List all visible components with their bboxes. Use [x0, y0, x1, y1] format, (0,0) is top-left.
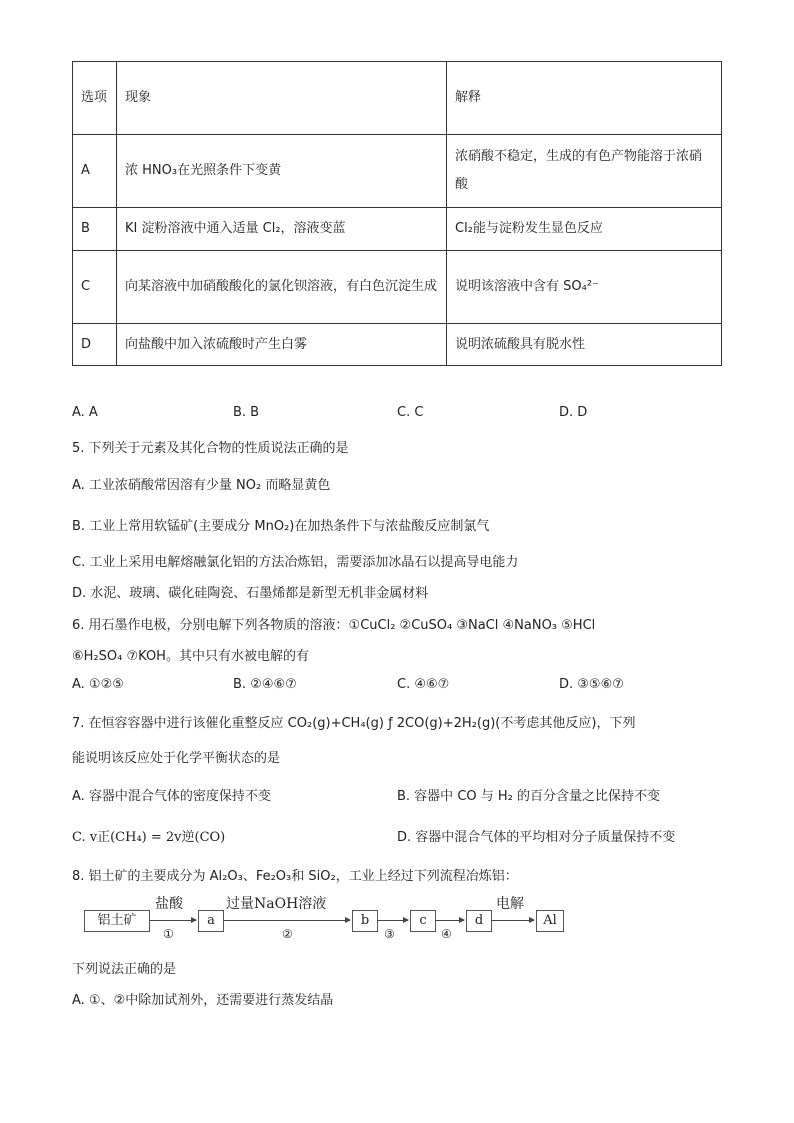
q6-stem-line2: ⑥H₂SO₄ ⑦KOH。其中只有水被电解的有: [72, 649, 309, 664]
q5-option-b[interactable]: B. 工业上常用软锰矿(主要成分 MnO₂)在加热条件下与浓盐酸反应制氯气: [72, 519, 490, 534]
flow-box-d: d: [466, 910, 492, 932]
q6-option-b[interactable]: B. ②④⑥⑦: [233, 677, 297, 692]
q6-option-a[interactable]: A. ①②⑤: [72, 677, 124, 692]
flow-step-3: ③: [384, 927, 395, 941]
flow-end-box: Al: [536, 910, 564, 932]
row-option: B: [73, 208, 117, 251]
table-row: [73, 135, 722, 208]
flow-step-4: ④: [441, 927, 452, 941]
header-explanation: 解释: [447, 62, 722, 135]
arrow-icon: [436, 920, 464, 921]
flow-reagent-5: 电解: [496, 896, 524, 912]
arrow-icon: [224, 920, 350, 921]
row-option: C: [73, 251, 117, 324]
arrow-icon: [150, 920, 196, 921]
q4-option-c[interactable]: C. C: [397, 405, 424, 420]
q8-option-a[interactable]: A. ①、②中除加试剂外，还需要进行蒸发结晶: [72, 993, 334, 1008]
row-explanation: 说明浓硫酸具有脱水性: [447, 324, 722, 366]
row-explanation: 说明该溶液中含有 SO₄²⁻: [447, 251, 722, 324]
q8-stem: 8. 铝土矿的主要成分为 Al₂O₃、Fe₂O₃和 SiO₂，工业上经过下列流程冶炼铝：: [72, 869, 518, 884]
q6-option-d[interactable]: D. ③⑤⑥⑦: [559, 677, 624, 692]
q4-option-b[interactable]: B. B: [233, 405, 260, 420]
header-option: 选项: [73, 62, 117, 135]
table-row: [73, 251, 722, 324]
process-flow-diagram: [84, 896, 564, 942]
q5-stem: 5. 下列关于元素及其化合物的性质说法正确的是: [72, 441, 349, 456]
arrow-icon: [492, 920, 534, 921]
flow-reagent-1: 盐酸: [155, 896, 183, 912]
row-phenomenon: 向某溶液中加硝酸酸化的氯化钡溶液，有白色沉淀生成: [117, 251, 447, 324]
row-phenomenon: 浓 HNO₃在光照条件下变黄: [117, 135, 447, 208]
header-phenomenon: 现象: [117, 62, 447, 135]
q7-option-c[interactable]: C. v正(CH₄) = 2v逆(CO): [72, 830, 226, 845]
q4-option-d[interactable]: D. D: [559, 405, 588, 420]
q5-option-a[interactable]: A. 工业浓硝酸常因溶有少量 NO₂ 而略显黄色: [72, 478, 331, 493]
q7-stem-line2: 能说明该反应处于化学平衡状态的是: [72, 751, 281, 766]
row-explanation: Cl₂能与淀粉发生显色反应: [447, 208, 722, 251]
q6-stem-line1: 6. 用石墨作电极，分别电解下列各物质的溶液：①CuCl₂ ②CuSO₄ ③NaCl ④NaNO₃ ⑤HCl: [72, 618, 596, 633]
q7-stem-line1: 7. 在恒容容器中进行该催化重整反应 CO₂(g)+CH₄(g) ƒ 2CO(g)+2H₂(g)(不考虑其他反应)，下列: [72, 716, 636, 731]
table-header-row: [73, 62, 722, 135]
q7-option-d[interactable]: D. 容器中混合气体的平均相对分子质量保持不变: [397, 830, 676, 845]
row-option: D: [73, 324, 117, 366]
q4-option-a[interactable]: A. A: [72, 405, 98, 420]
row-explanation: 浓硝酸不稳定，生成的有色产物能溶于浓硝酸: [447, 135, 722, 208]
table-row: [73, 208, 722, 251]
table-row: [73, 324, 722, 366]
flow-reagent-2: 过量NaOH溶液: [226, 896, 327, 912]
flow-box-c: c: [410, 910, 436, 932]
row-phenomenon: KI 淀粉溶液中通入适量 Cl₂，溶液变蓝: [117, 208, 447, 251]
q7-option-a[interactable]: A. 容器中混合气体的密度保持不变: [72, 789, 271, 804]
flow-start-box: 铝土矿: [84, 910, 150, 932]
flow-step-1: ①: [163, 927, 174, 941]
q6-option-c[interactable]: C. ④⑥⑦: [397, 677, 450, 692]
question-table: [72, 61, 722, 366]
arrow-icon: [378, 920, 408, 921]
q7-option-b[interactable]: B. 容器中 CO 与 H₂ 的百分含量之比保持不变: [397, 789, 661, 804]
row-phenomenon: 向盐酸中加入浓硫酸时产生白雾: [117, 324, 447, 366]
row-option: A: [73, 135, 117, 208]
flow-step-2: ②: [282, 927, 293, 941]
flow-box-b: b: [352, 910, 378, 932]
q5-option-c[interactable]: C. 工业上采用电解熔融氯化铝的方法冶炼铝，需要添加冰晶石以提高导电能力: [72, 555, 519, 570]
flow-box-a: a: [198, 910, 224, 932]
q8-follow-text: 下列说法正确的是: [72, 962, 177, 977]
q5-option-d[interactable]: D. 水泥、玻璃、碳化硅陶瓷、石墨烯都是新型无机非金属材料: [72, 586, 429, 601]
